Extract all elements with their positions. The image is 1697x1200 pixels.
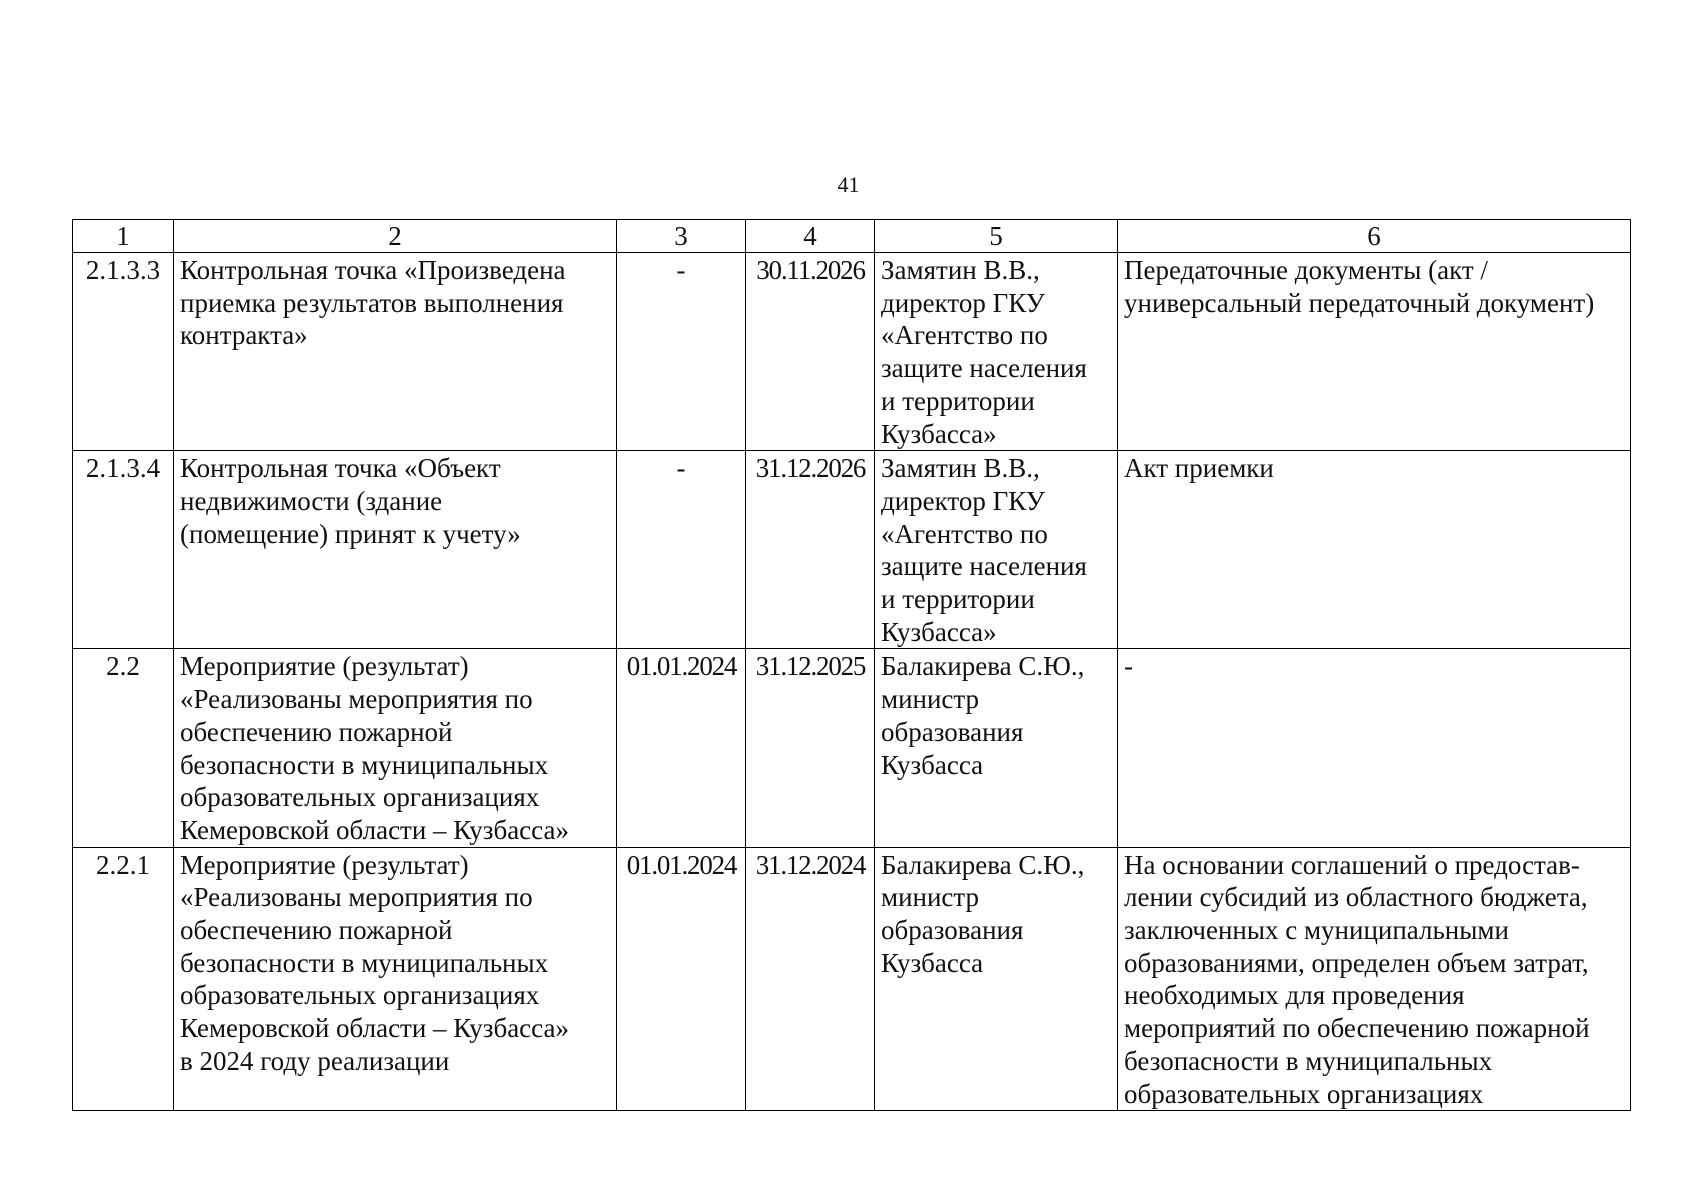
row-number: 2.2 [73,649,174,847]
document-table [72,219,1631,1111]
start-date: - [617,451,746,649]
start-date: - [617,253,746,451]
result-description: Передаточные документы (акт / универсальный передаточный документ) [1118,253,1631,451]
table-row [73,253,1631,451]
column-header-1: 1 [73,220,174,253]
end-date: 31.12.2025 [746,649,875,847]
start-date: 01.01.2024 [617,847,746,1111]
result-description: На основании соглашений о предостав- лении субсидий из областного бюджета, заключенных с муниципальными образованиями, определен объем затрат, необходимых для проведения мероприятий по обеспечению пожарной безопасности в муниципальных образовательных организациях [1118,847,1631,1111]
column-header-3: 3 [617,220,746,253]
page-number [0,173,1697,197]
result-description: Акт приемки [1118,451,1631,649]
row-number: 2.1.3.4 [73,451,174,649]
responsible-person: Балакирева С.Ю., министр образования Кузбасса [875,649,1118,847]
end-date: 31.12.2024 [746,847,875,1111]
start-date: 01.01.2024 [617,649,746,847]
column-header-2: 2 [174,220,617,253]
column-header-5: 5 [875,220,1118,253]
result-description: - [1118,649,1631,847]
responsible-person: Балакирева С.Ю., министр образования Кузбасса [875,847,1118,1111]
row-number: 2.2.1 [73,847,174,1111]
end-date: 31.12.2026 [746,451,875,649]
row-number: 2.1.3.3 [73,253,174,451]
table-header-row [73,220,1631,253]
end-date: 30.11.2026 [746,253,875,451]
column-header-6: 6 [1118,220,1631,253]
page-number-text: 41 [837,172,860,197]
table-row [73,451,1631,649]
event-name: Мероприятие (результат) «Реализованы мероприятия по обеспечению пожарной безопасности в муниципальных образовательных организациях Кемеровской области – Кузбасса» [174,649,617,847]
column-header-4: 4 [746,220,875,253]
event-name: Мероприятие (результат) «Реализованы мероприятия по обеспечению пожарной безопасности в муниципальных образовательных организациях Кемеровской области – Кузбасса» в 2024 году реализации [174,847,617,1111]
responsible-person: Замятин В.В., директор ГКУ «Агентство по защите населения и территории Кузбасса» [875,451,1118,649]
table-row [73,649,1631,847]
responsible-person: Замятин В.В., директор ГКУ «Агентство по защите населения и территории Кузбасса» [875,253,1118,451]
table-row [73,847,1631,1111]
event-name: Контрольная точка «Произведена приемка результатов выполнения контракта» [174,253,617,451]
event-name: Контрольная точка «Объект недвижимости (здание (помещение) принят к учету» [174,451,617,649]
